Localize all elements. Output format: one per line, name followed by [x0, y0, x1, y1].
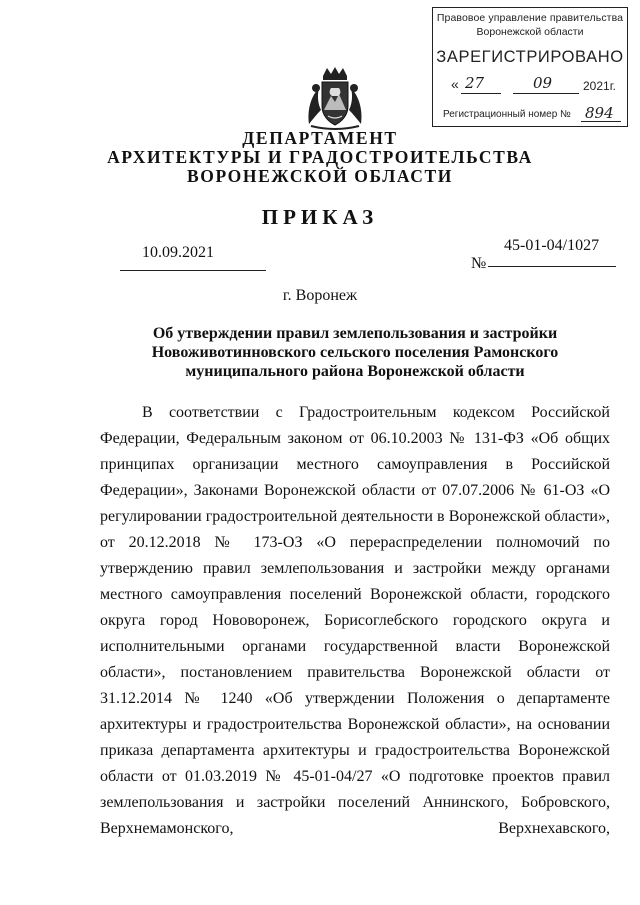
document-type-title: ПРИКАЗ	[261, 205, 379, 229]
stamp-regno-value: 894	[585, 104, 614, 122]
city: г. Воронеж	[282, 287, 358, 304]
order-number-sign: №	[471, 255, 487, 272]
order-date-underline	[120, 270, 266, 271]
stamp-status: ЗАРЕГИСТРИРОВАНО	[436, 48, 624, 66]
stamp-registration-number	[443, 104, 623, 125]
department-name-line1: ДЕПАРТАМЕНТ	[242, 128, 398, 148]
order-subject: Об утверждении правил землепользования и застройки Новоживотинновского сельского поселения Рамонского муниципального района Воронежской области	[151, 325, 559, 380]
department-name-line3: ВОРОНЕЖСКОЙ ОБЛАСТИ	[186, 166, 453, 186]
order-number: 45-01-04/1027	[504, 237, 600, 254]
stamp-authority-line2: Воронежской области	[476, 26, 584, 38]
stamp-regno-label: Регистрационный номер №	[443, 109, 571, 120]
stamp-quote-mark: «	[451, 76, 459, 92]
stamp-day: 27	[465, 74, 485, 92]
order-number-underline	[488, 266, 616, 267]
coat-of-arms-icon	[305, 66, 365, 130]
registration-stamp	[432, 7, 628, 127]
order-date: 10.09.2021	[142, 244, 214, 261]
department-name-line2: АРХИТЕКТУРЫ И ГРАДОСТРОИТЕЛЬСТВА	[107, 147, 533, 167]
stamp-month: 09	[533, 74, 553, 92]
stamp-authority-line1: Правовое управление правительства	[436, 12, 624, 24]
stamp-year: 2021г.	[583, 79, 616, 93]
stamp-date	[451, 76, 621, 98]
body-paragraph: В соответствии с Градостроительным кодексом Российской Федерации, Федеральным законом от 06.10.2003 № 131-ФЗ «Об общих принципах организации местного самоуправления в Российской Федерации», Законами Воронежской области от 07.07.2006 № 61-ОЗ «О регулировании градостроительной деятельности в Воронежской области», от 20.12.2018 № 173-ОЗ «О перераспределении полномочий по утверждению правил землепользования и застройки между органами местного самоуправления поселений Воронежской области, городского округа город Нововоронеж, Борисоглебского городского округа и исполнительными органами государственной власти Воронежской области», постановлением правительства Воронежской области от 31.12.2014 № 1240 «Об утверждении Положения о департаменте архитектуры и градостроительства Воронежской области», на основании приказа департамента архитектуры и градостроительства Воронежской области от 01.03.2019 № 45-01-04/27 «О подготовке проектов правил землепользования и застройки поселений Аннинского, Бобровского, Верхнемамонского, Верхнехавского,	[100, 404, 610, 837]
